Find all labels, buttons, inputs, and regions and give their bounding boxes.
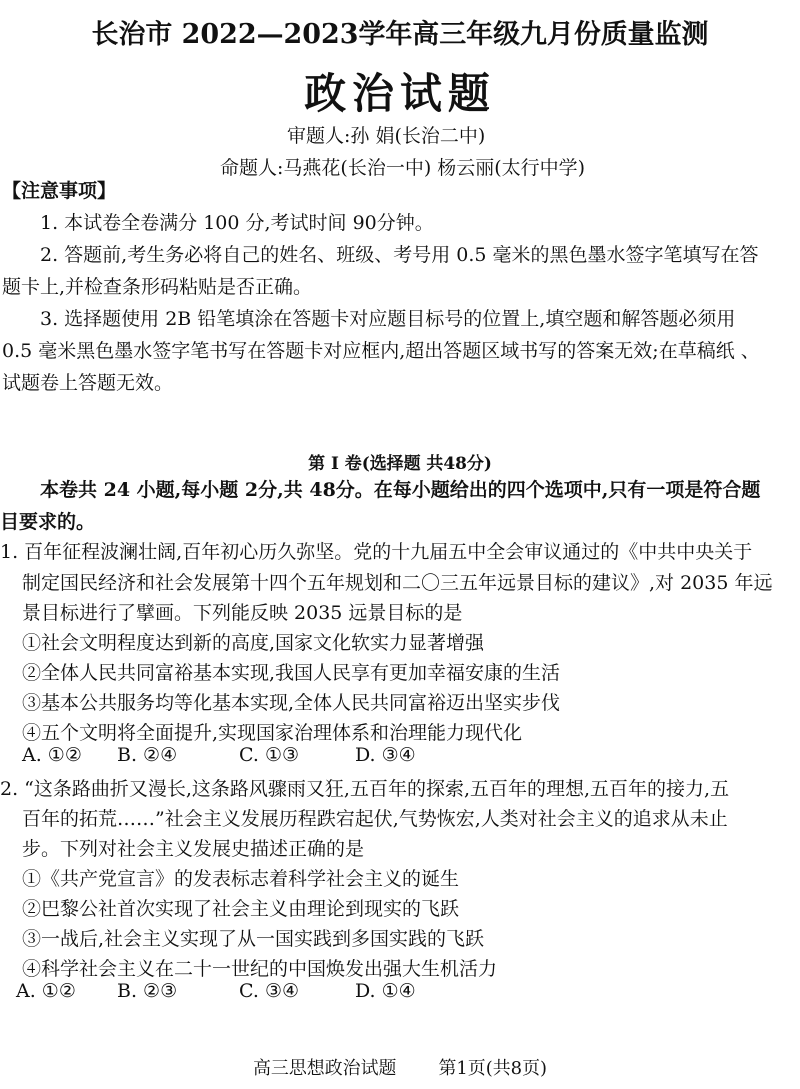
question-1-statement-2: ②全体人民共同富裕基本实现,我国人民享有更加幸福安康的生活 — [22, 662, 561, 684]
page-footer — [0, 1054, 800, 1080]
section-title: 第 Ⅰ 卷(选择题 共48分) — [308, 453, 492, 473]
authors-line: 命题人:马燕花(长治一中) 杨云丽(太行中学) — [220, 157, 586, 179]
question-2-choice-a: A. ①② — [16, 980, 76, 1002]
question-2-statement-3: ③一战后,社会主义实现了从一国实践到多国实践的飞跃 — [22, 928, 485, 950]
question-1-statement-3: ③基本公共服务均等化基本实现,全体人民共同富裕迈出坚实步伐 — [22, 692, 561, 714]
question-1-statement-4: ④五个文明将全面提升,实现国家治理体系和治理能力现代化 — [22, 722, 523, 744]
reviewer-line: 审题人:孙 娟(长治二中) — [287, 125, 486, 147]
question-1-stem-line-2: 制定国民经济和社会发展第十四个五年规划和二〇三五年远景目标的建议》,对 2035 年远 — [22, 572, 773, 594]
question-2-stem-line-1: 2. “这条路曲折又漫长,这条路风骤雨又狂,五百年的探索,五百年的理想,五百年的接力,五 — [0, 778, 730, 800]
section-intro-line-2: 目要求的。 — [0, 511, 96, 533]
question-2-choice-c: C. ③④ — [239, 980, 300, 1002]
notice-item-2-line-2: 题卡上,并检查条形码粘贴是否正确。 — [2, 276, 313, 298]
question-1-choice-c: C. ①③ — [239, 744, 300, 766]
notice-heading: 【注意事项】 — [2, 180, 117, 202]
question-2-statement-2: ②巴黎公社首次实现了社会主义由理论到现实的飞跃 — [22, 898, 460, 920]
question-1-stem-line-1: 1. 百年征程波澜壮阔,百年初心历久弥坚。党的十九届五中全会审议通过的《中共中央关于 — [0, 541, 753, 563]
question-2-stem-line-3: 步。下列对社会主义发展史描述正确的是 — [22, 838, 365, 860]
footer-subject: 高三思想政治试题 — [252, 1058, 397, 1079]
question-1-statement-1: ①社会文明程度达到新的高度,国家文化软实力显著增强 — [22, 632, 485, 654]
question-2-statement-4: ④科学社会主义在二十一世纪的中国焕发出强大生机活力 — [22, 958, 498, 980]
footer-page-number: 第1页(共8页) — [438, 1058, 548, 1079]
question-2-statement-1: ①《共产党宣言》的发表标志着科学社会主义的诞生 — [22, 868, 460, 890]
exam-title: 长治市 2022—2023学年高三年级九月份质量监测 — [91, 19, 709, 50]
question-2-choice-b: B. ②③ — [117, 980, 178, 1002]
notice-item-3-line-2: 0.5 毫米黑色墨水签字笔书写在答题卡对应框内,超出答题区域书写的答案无效;在草稿纸 、 — [2, 340, 760, 362]
notice-item-1: 1. 本试卷全卷满分 100 分,考试时间 90分钟。 — [40, 212, 434, 234]
question-1-stem-line-3: 景目标进行了擘画。下列能反映 2035 远景目标的是 — [22, 602, 463, 624]
notice-item-3-line-1: 3. 选择题使用 2B 铅笔填涂在答题卡对应题目标号的位置上,填空题和解答题必须用 — [40, 308, 736, 330]
section-intro-line-1: 本卷共 24 小题,每小题 2分,共 48分。在每小题给出的四个选项中,只有一项是符合题 — [40, 479, 761, 501]
question-1-choice-a: A. ①② — [22, 744, 82, 766]
notice-item-2-line-1: 2. 答题前,考生务必将自己的姓名、班级、考号用 0.5 毫米的黑色墨水签字笔填写在答 — [40, 244, 759, 266]
question-1-choice-b: B. ②④ — [117, 744, 178, 766]
question-2-stem-line-2: 百年的拓荒……”社会主义发展历程跌宕起伏,气势恢宏,人类对社会主义的追求从未止 — [22, 808, 728, 830]
subject-title: 政治试题 — [304, 69, 496, 118]
question-1-choice-d: D. ③④ — [355, 744, 416, 766]
notice-item-3-line-3: 试题卷上答题无效。 — [2, 372, 174, 394]
question-2-choice-d: D. ①④ — [355, 980, 416, 1002]
